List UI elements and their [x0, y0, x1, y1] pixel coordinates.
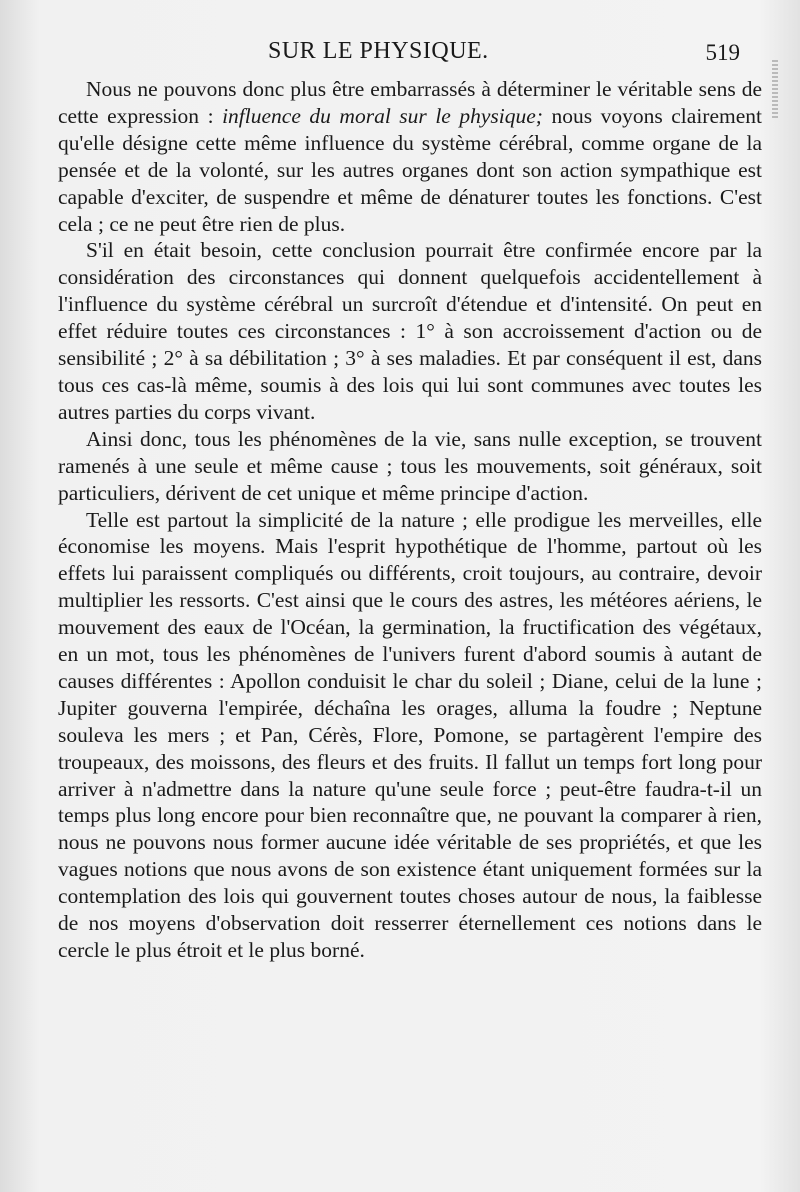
- paragraph-1: [58, 76, 762, 237]
- paragraph-2: S'il en était besoin, cette conclusion pourrait être confirmée encore par la considération des circonstances qui donnent quelquefois accidentellement à l'influence du système cérébral un surcroît d'étendue et d'intensité. On peut en effet réduire toutes ces circonstances : 1° à son accroissement d'action ou de sensibilité ; 2° à sa débilitation ; 3° à ses maladies. Et par conséquent il est, dans tous ces cas-là même, soumis à des lois qui lui sont communes avec toutes les autres parties du corps vivant.: [58, 238, 762, 424]
- margin-mark: [772, 60, 778, 120]
- paragraph-4: Telle est partout la simplicité de la nature ; elle prodigue les merveilles, elle économise les moyens. Mais l'esprit hypothétique de l'homme, partout où les effets lui paraissent compliqués ou différents, croit toujours, au contraire, devoir multiplier les ressorts. C'est ainsi que le cours des astres, les météores aériens, le mouvement des eaux de l'Océan, la germination, la fructification des végétaux, en un mot, tous les phénomènes de l'univers furent d'abord soumis à autant de causes différentes : Apollon conduisit le char du soleil ; Diane, celui de la lune ; Jupiter gouverna l'empirée, déchaîna les orages, alluma la foudre ; Neptune souleva les mers ; et Pan, Cérès, Flore, Pomone, se partagèrent l'empire des troupeaux, des moissons, des fleurs et des fruits. Il fallut un temps fort long pour arriver à n'admettre dans la nature qu'une seule force ; peut-être faudra-t-il un temps plus long encore pour bien reconnaître que, ne pouvant la comparer à rien, nous ne pouvons nous former aucune idée véritable de ses propriétés, et que les vagues notions que nous avons de son existence étant uniquement formées sur la contemplation des lois qui gouvernent toutes choses autour de nous, la faiblesse de nos moyens d'observation doit resserrer éternellement ces notions dans le cercle le plus étroit et le plus borné.: [58, 507, 762, 962]
- body-text: [58, 76, 762, 964]
- italic-expression: influence du moral sur le physique;: [222, 103, 543, 128]
- page-header: [58, 38, 740, 72]
- paragraph-3: Ainsi donc, tous les phénomènes de la vie, sans nulle exception, se trouvent ramenés à une seule et même cause ; tous les mouvements, soit généraux, soit particuliers, dérivent de cet unique et même principe d'action.: [58, 426, 762, 505]
- paragraph-1-end: nous voyons clairement qu'elle désigne cette même influence du système cérébral, comme organe de la pensée et de la volonté, sur les autres organes dont son action sympathique est capable d'exciter, de suspendre et même de dénaturer toutes les fonctions. C'est cela ; ce ne peut être rien de plus.: [58, 103, 762, 236]
- page-number: 519: [705, 40, 740, 65]
- paragraph-1-start: Nous ne pouvons donc plus être embarrassés à déterminer le véritable sens de cette expression :: [58, 77, 762, 128]
- running-head: SUR LE PHYSIQUE.: [268, 38, 489, 64]
